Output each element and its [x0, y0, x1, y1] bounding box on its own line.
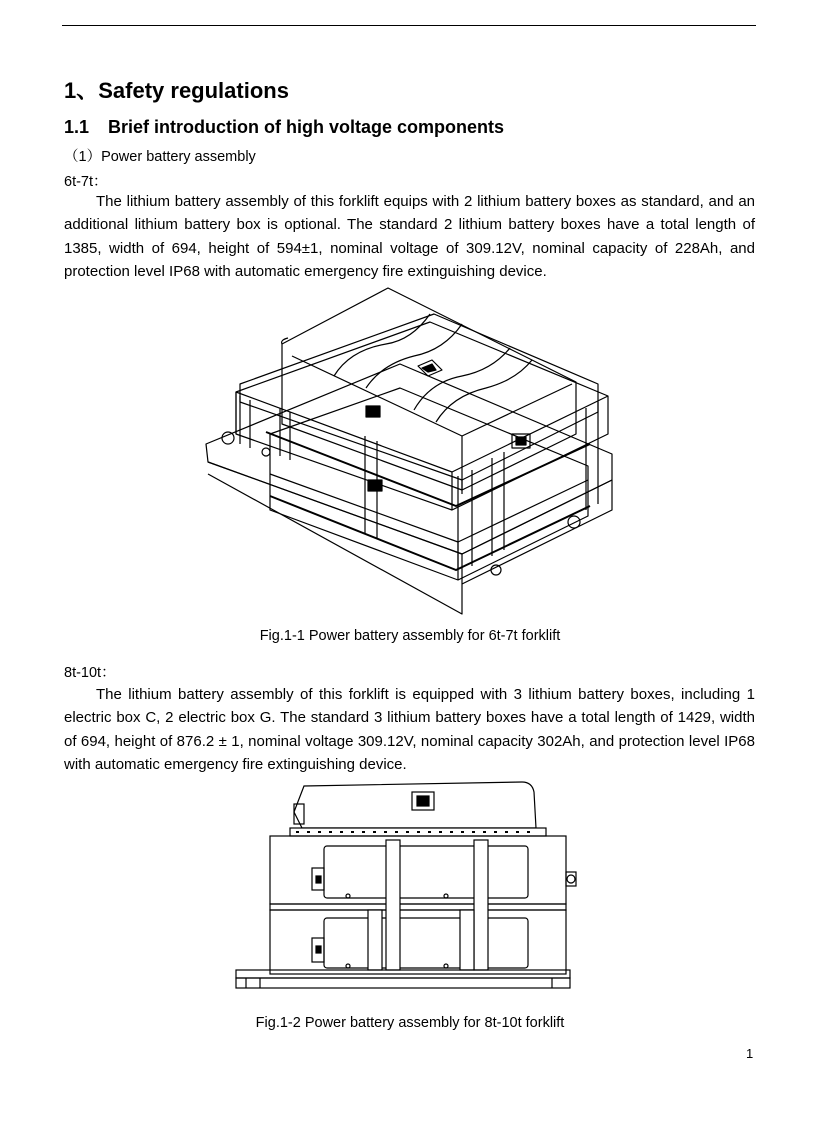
- subsection-number: 1.1: [64, 117, 90, 137]
- subsection-title: Brief introduction of high voltage components: [108, 117, 504, 137]
- item-heading: （1）Power battery assembly: [64, 149, 256, 165]
- figure-caption-8t-10t: Fig.1-2 Power battery assembly for 8t-10t forklift: [255, 1015, 565, 1031]
- figure-battery-8t-10t: [232, 776, 588, 994]
- description-6t-7t: The lithium battery assembly of this forklift equips with 2 lithium battery boxes as standard, and an additional lithium battery box is optional. The standard 2 lithium battery boxes have a total length of 1385, width of 694, height of 594±1, nominal voltage of 309.12V, nominal capacity of 228Ah, and protection level IP68 with automatic emergency fire extinguishing device.: [64, 193, 755, 281]
- page-number: 1: [746, 1046, 754, 1061]
- section-title: 1、Safety regulations: [64, 78, 289, 103]
- figure-caption-6t-7t: Fig.1-1 Power battery assembly for 6t-7t forklift: [259, 628, 561, 644]
- description-8t-10t: The lithium battery assembly of this forklift is equipped with 3 lithium battery boxes, including 1 electric box C, 2 electric box G. The standard 3 lithium battery boxes have a total length of 1429, width of 694, height of 876.2 ± 1, nominal voltage 309.12V, nominal capacity 302Ah, and protection level IP68 with automatic emergency fire extinguishing device.: [64, 686, 755, 774]
- model-label-8t-10t: 8t-10t：: [64, 665, 116, 681]
- header-rule: [62, 25, 756, 26]
- subsection-heading: [64, 117, 504, 138]
- model-label-6t-7t: 6t-7t：: [64, 174, 108, 190]
- figure-battery-6t-7t: [200, 284, 620, 614]
